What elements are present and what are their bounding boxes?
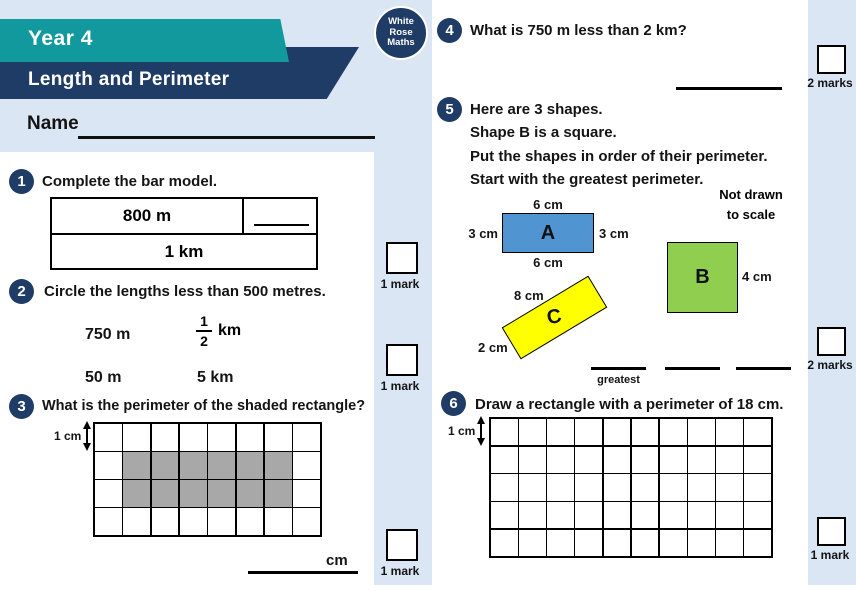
grid-cell <box>604 530 631 556</box>
grid-cell <box>95 508 122 535</box>
scale-1cm-label: 1 cm <box>54 429 82 443</box>
shape-a-bottom-dim: 6 cm <box>533 255 563 270</box>
scale-1cm-label: 1 cm <box>448 424 476 438</box>
grid-cell <box>491 502 518 528</box>
mark-box[interactable] <box>386 529 418 561</box>
question-4-answer-line[interactable] <box>676 87 782 90</box>
question-5-line1: Here are 3 shapes. <box>470 101 603 118</box>
shape-a <box>502 213 594 253</box>
grid-cell <box>293 480 320 507</box>
white-rose-maths-logo <box>374 6 428 60</box>
option-5km[interactable]: 5 km <box>197 369 234 386</box>
grid-cell <box>180 424 207 451</box>
grid-cell <box>575 447 602 473</box>
grid-cell <box>716 474 743 500</box>
grid-cell <box>519 474 546 500</box>
grid-cell <box>208 480 235 507</box>
grid-cell <box>632 474 659 500</box>
grid-cell <box>152 508 179 535</box>
question-6-number-badge: 6 <box>441 391 466 416</box>
cm-unit-label: cm <box>326 552 348 569</box>
mark-label: 1 mark <box>380 564 420 578</box>
shape-c-label: C <box>545 304 564 330</box>
grid-cell <box>575 474 602 500</box>
question-3-number-badge: 3 <box>9 394 34 419</box>
fraction-denominator: 2 <box>200 333 208 349</box>
grid-cell <box>716 502 743 528</box>
shape-b-right-dim: 4 cm <box>742 269 772 284</box>
grid-cell <box>95 424 122 451</box>
grid-cell <box>575 419 602 445</box>
bar-model-top-row <box>52 199 316 235</box>
grid-cell <box>123 424 150 451</box>
shape-a-top-dim: 6 cm <box>533 197 563 212</box>
grid-cell <box>265 508 292 535</box>
grid-cell <box>293 452 320 479</box>
grid-cell <box>744 530 771 556</box>
question-4-number-badge: 4 <box>437 18 462 43</box>
line4-prefix: Start with the <box>470 171 570 188</box>
grid-cell <box>547 502 574 528</box>
shape-c-left-dim: 2 cm <box>478 340 508 355</box>
option-750m[interactable]: 750 m <box>85 326 131 343</box>
grid-cell <box>660 474 687 500</box>
shape-a-left-dim: 3 cm <box>468 226 498 241</box>
grid-cell <box>95 452 122 479</box>
question-2-text: Circle the lengths less than 500 metres. <box>44 283 326 300</box>
mark-box[interactable] <box>817 517 846 546</box>
line4-suffix: perimeter. <box>627 171 704 188</box>
vertical-scale-arrow-icon <box>476 416 486 446</box>
grid-cell <box>237 452 264 479</box>
grid-cell <box>688 419 715 445</box>
grid-cell <box>632 502 659 528</box>
year-title: Year 4 <box>28 27 93 50</box>
mark-box[interactable] <box>817 327 846 356</box>
grid-cell <box>547 419 574 445</box>
grid-cell <box>491 419 518 445</box>
grid-cell <box>491 474 518 500</box>
shape-a-right-dim: 3 cm <box>599 226 629 241</box>
grid-cell <box>123 480 150 507</box>
ordering-answer-line-1[interactable] <box>591 367 646 370</box>
line4-bold: greatest <box>569 171 628 188</box>
grid-cell <box>180 480 207 507</box>
question-3-answer-line[interactable] <box>248 571 358 574</box>
fraction-bar <box>196 330 212 332</box>
grid-cell <box>688 474 715 500</box>
logo-line: Rose <box>389 26 413 38</box>
grid-cell <box>744 474 771 500</box>
shape-b <box>667 242 738 313</box>
mark-label: 1 mark <box>380 277 420 291</box>
grid-cell <box>519 530 546 556</box>
note-line: Not drawn <box>719 187 783 202</box>
grid-cell <box>547 447 574 473</box>
grid-cell <box>660 530 687 556</box>
grid-cell <box>123 452 150 479</box>
question-1-number-badge: 1 <box>9 169 34 194</box>
note-line: to scale <box>726 207 776 222</box>
not-drawn-to-scale-note <box>715 185 787 225</box>
grid-cell <box>604 419 631 445</box>
vertical-scale-arrow-icon <box>82 421 92 451</box>
grid-cell <box>744 419 771 445</box>
fraction <box>195 313 213 349</box>
grid-cell <box>519 502 546 528</box>
grid-cell <box>180 508 207 535</box>
grid-cell <box>152 452 179 479</box>
grid-cell <box>660 502 687 528</box>
bar-model-answer-line[interactable] <box>254 224 309 227</box>
grid-cell <box>604 447 631 473</box>
question-5-line4 <box>470 171 703 188</box>
bar-model <box>50 197 318 270</box>
grid-cell <box>744 502 771 528</box>
question-5-number-badge: 5 <box>437 97 462 122</box>
grid-cell <box>208 424 235 451</box>
grid-cell <box>152 480 179 507</box>
grid-cell <box>491 447 518 473</box>
fraction-unit: km <box>218 322 242 339</box>
grid-cell <box>575 530 602 556</box>
mark-label: 1 mark <box>810 548 850 562</box>
name-answer-line[interactable] <box>78 136 375 139</box>
grid-cell <box>519 447 546 473</box>
grid-cell <box>208 452 235 479</box>
mark-label: 1 mark <box>380 379 420 393</box>
mark-box[interactable] <box>817 45 846 74</box>
grid-cell <box>688 502 715 528</box>
grid-cell <box>123 508 150 535</box>
grid-cell <box>237 480 264 507</box>
topic-title: Length and Perimeter <box>28 69 230 90</box>
drawing-grid[interactable] <box>489 417 773 558</box>
grid-cell <box>716 419 743 445</box>
grid-cell <box>547 474 574 500</box>
grid-cell <box>152 424 179 451</box>
grid-cell <box>688 530 715 556</box>
grid-cell <box>688 447 715 473</box>
shaded-rectangle-grid <box>93 422 322 537</box>
question-1-text: Complete the bar model. <box>42 173 218 190</box>
shape-b-label: B <box>695 266 710 288</box>
greatest-caption: greatest <box>597 374 640 386</box>
grid-cell <box>547 530 574 556</box>
grid-cell <box>716 530 743 556</box>
option-50m[interactable]: 50 m <box>85 369 122 386</box>
grid-cell <box>632 447 659 473</box>
grid-cell <box>208 508 235 535</box>
grid-cell <box>237 508 264 535</box>
logo-line: White <box>388 16 414 28</box>
question-4-text: What is 750 m less than 2 km? <box>470 22 687 39</box>
grid-cell <box>237 424 264 451</box>
grid-cell <box>293 424 320 451</box>
bar-model-1km-cell: 1 km <box>164 241 204 261</box>
mark-label: 2 marks <box>807 76 853 90</box>
grid-cell <box>604 474 631 500</box>
fraction-numerator: 1 <box>200 313 208 329</box>
grid-cell <box>265 480 292 507</box>
shape-a-label: A <box>540 221 556 244</box>
grid-cell <box>265 452 292 479</box>
grid-cell <box>632 530 659 556</box>
mark-box[interactable] <box>386 344 418 376</box>
bar-model-800m-cell: 800 m <box>52 199 244 233</box>
grid-cell <box>744 447 771 473</box>
grid-cell <box>293 508 320 535</box>
bar-model-blank-cell[interactable] <box>244 199 316 233</box>
name-label: Name <box>27 113 79 134</box>
question-5-line2: Shape B is a square. <box>470 124 617 141</box>
grid-cell <box>180 452 207 479</box>
grid-cell <box>265 424 292 451</box>
logo-line: Maths <box>387 37 415 49</box>
mark-label: 2 marks <box>807 358 853 372</box>
grid-cell <box>632 419 659 445</box>
question-6-text: Draw a rectangle with a perimeter of 18 cm. <box>475 396 784 413</box>
grid-cell <box>604 502 631 528</box>
option-half-km[interactable] <box>195 313 241 349</box>
mark-box[interactable] <box>386 242 418 274</box>
shape-c-top-dim: 8 cm <box>514 288 544 303</box>
grid-cell <box>660 419 687 445</box>
grid-cell <box>95 480 122 507</box>
ordering-answer-line-2[interactable] <box>665 367 720 370</box>
grid-cell <box>519 419 546 445</box>
question-5-line3: Put the shapes in order of their perimeter. <box>470 148 768 165</box>
grid-cell <box>716 447 743 473</box>
question-2-number-badge: 2 <box>9 279 34 304</box>
grid-cell <box>660 447 687 473</box>
question-3-text: What is the perimeter of the shaded rectangle? <box>42 398 366 414</box>
ordering-answer-line-3[interactable] <box>736 367 791 370</box>
grid-cell <box>491 530 518 556</box>
grid-cell <box>575 502 602 528</box>
